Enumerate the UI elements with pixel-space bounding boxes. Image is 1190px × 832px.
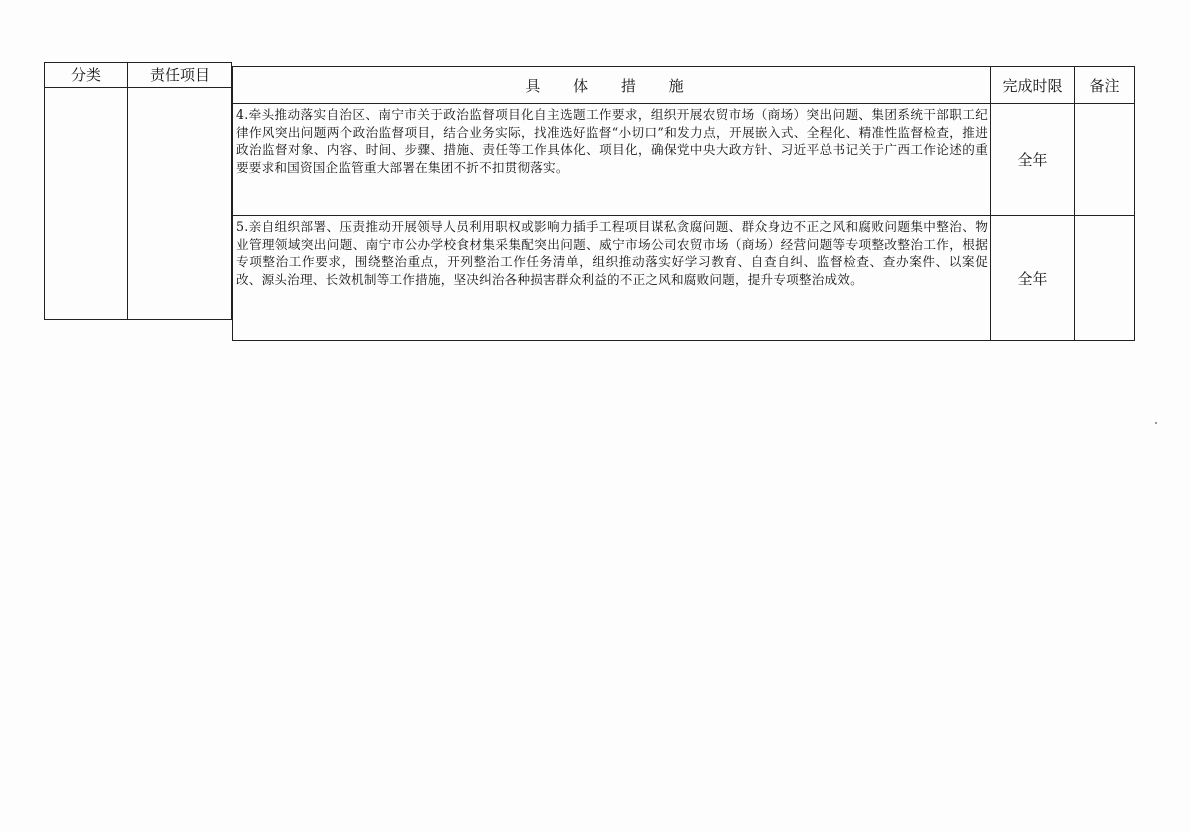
- measure-text: 4.牵头推动落实自治区、南宁市关于政治监督项目化自主选题工作要求，组织开展农贸市场（商场）突出问题、集团系统干部职工纪律作风突出问题两个政治监督项目，结合业务实际，找准选好监督“小切口”和发力点，开展嵌入式、全程化、精准性监督检查，推进政治监督对象、内容、时间、步骤、措施、责任等工作具体化、项目化，确保党中央大政方针、习近平总书记关于广西工作论述的重要要求和国资国企监管重大部署在集团不折不扣贯彻落实。: [233, 104, 991, 216]
- table-row: [233, 104, 1135, 216]
- deadline-cell: 全年: [991, 104, 1075, 216]
- note-cell: [1075, 216, 1135, 341]
- header-divider: [45, 87, 231, 88]
- category-responsibility-columns: [44, 62, 232, 320]
- header-deadline: 完成时限: [991, 67, 1075, 104]
- header-notes: 备注: [1075, 67, 1135, 104]
- measure-text: 5.亲自组织部署、压责推动开展领导人员利用职权或影响力插手工程项目谋私贪腐问题、群众身边不正之风和腐败问题集中整治、物业管理领域突出问题、南宁市公办学校食材集采集配突出问题、威宁市场公司农贸市场（商场）经营问题等专项整改整治工作，根据专项整治工作要求，围绕整治重点，开列整治工作任务清单，组织推动落实好学习教育、自查自纠、监督检查、查办案件、以案促改、源头治理、长效机制等工作措施，坚决纠治各种损害群众利益的不正之风和腐败问题，提升专项整治成效。: [233, 216, 991, 341]
- header-responsibility-item: 责任项目: [149, 66, 210, 84]
- deadline-cell: 全年: [991, 216, 1075, 341]
- column-divider: [127, 63, 128, 319]
- header-category: 分类: [70, 66, 101, 84]
- measures-table: [232, 66, 1135, 341]
- table-row: [233, 216, 1135, 341]
- table-header-row: [233, 67, 1135, 104]
- note-cell: [1075, 104, 1135, 216]
- header-measures: 具 体 措 施: [233, 67, 991, 104]
- scan-speck: [1155, 422, 1157, 424]
